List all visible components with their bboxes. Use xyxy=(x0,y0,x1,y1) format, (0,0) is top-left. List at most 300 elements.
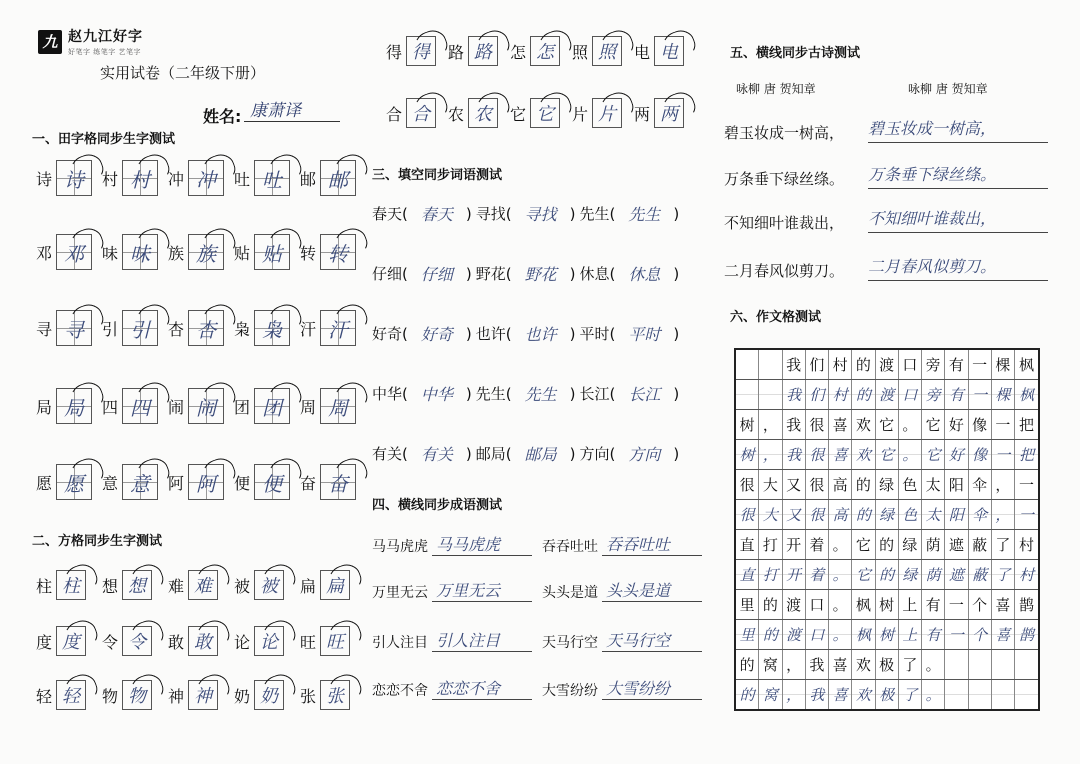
composition-cell: 枫 xyxy=(1019,356,1035,374)
handwritten-char: 周 xyxy=(328,395,348,420)
word-answer[interactable]: 有关 xyxy=(420,445,453,464)
paren-open: ( xyxy=(505,324,512,343)
word-item xyxy=(579,322,679,345)
model-char: 论 xyxy=(233,632,250,652)
square-grid-box[interactable] xyxy=(254,570,284,600)
square-grid-box[interactable] xyxy=(122,680,152,710)
handwritten-char: 奋 xyxy=(328,471,348,496)
idiom-item xyxy=(372,532,542,556)
composition-cell: 它 xyxy=(922,410,945,439)
brand-logo xyxy=(38,26,143,57)
composition-cell: 像 xyxy=(969,410,992,439)
tian-grid-box[interactable] xyxy=(654,98,684,128)
composition-cell[interactable]: 把 xyxy=(1019,446,1035,464)
composition-cell[interactable]: 村 xyxy=(829,380,852,409)
composition-cell[interactable]: 有 xyxy=(945,380,968,409)
composition-cell xyxy=(759,350,782,379)
model-char: 愿 xyxy=(35,473,52,493)
composition-cell: ， xyxy=(992,470,1015,499)
composition-cell[interactable]: 又 xyxy=(783,500,806,529)
section-title-idiom: 四、横线同步成语测试 xyxy=(372,498,503,513)
square-grid-item xyxy=(230,680,284,710)
composition-cell[interactable]: 一 xyxy=(1019,506,1035,524)
composition-cell[interactable]: 直 xyxy=(736,560,759,589)
composition-cell xyxy=(1015,650,1038,679)
composition-cell[interactable]: 上 xyxy=(899,620,922,649)
model-char: 轻 xyxy=(35,686,52,706)
tian-grid-item xyxy=(506,98,560,128)
tian-grid-item xyxy=(296,234,356,270)
section-title-tian-grid: 一、田字格同步生字测试 xyxy=(32,132,176,147)
composition-cell[interactable]: ， xyxy=(992,500,1015,529)
composition-cell[interactable]: 我 xyxy=(806,680,829,709)
model-char: 枭 xyxy=(233,319,250,339)
composition-cell[interactable]: 绿 xyxy=(876,500,899,529)
word-item xyxy=(579,382,679,405)
composition-cell: 一 xyxy=(969,350,992,379)
composition-cell[interactable]: 太 xyxy=(922,500,945,529)
tian-grid-box[interactable] xyxy=(56,160,92,196)
word-row xyxy=(372,202,683,225)
composition-cell[interactable]: 蔽 xyxy=(969,560,992,589)
model-char: 杏 xyxy=(167,319,184,339)
square-grid-box[interactable] xyxy=(122,626,152,656)
tian-grid-box[interactable] xyxy=(254,234,290,270)
square-grid-box[interactable] xyxy=(56,626,86,656)
composition-cell[interactable]: 。 xyxy=(829,620,852,649)
tian-grid-item xyxy=(568,36,622,66)
tian-grid-box[interactable] xyxy=(122,310,158,346)
composition-cell: 。 xyxy=(899,410,922,439)
composition-row xyxy=(736,590,1038,620)
composition-row xyxy=(736,530,1038,560)
composition-cell xyxy=(969,650,992,679)
handwritten-char: 汗 xyxy=(328,317,348,342)
composition-cell[interactable]: 的 xyxy=(736,680,759,709)
composition-cell: 的 xyxy=(736,650,759,679)
composition-cell[interactable]: 一 xyxy=(969,380,992,409)
tian-grid-box[interactable] xyxy=(320,464,356,500)
handwritten-char: 电 xyxy=(660,42,678,63)
word-answer[interactable]: 仔细 xyxy=(420,265,453,284)
square-grid-box[interactable] xyxy=(56,680,86,710)
composition-row xyxy=(736,650,1038,680)
composition-cell: 很 xyxy=(806,470,829,499)
composition-cell[interactable]: 村 xyxy=(1019,566,1035,584)
tian-grid-box[interactable] xyxy=(56,464,92,500)
composition-cell[interactable]: 一 xyxy=(945,620,968,649)
paren-open: ( xyxy=(402,204,408,223)
word-answer[interactable]: 长江 xyxy=(628,385,661,404)
composition-cell: 枫 xyxy=(852,590,875,619)
composition-cell[interactable]: 枫 xyxy=(852,620,875,649)
composition-cell[interactable]: 荫 xyxy=(922,560,945,589)
composition-cell[interactable]: 着 xyxy=(806,560,829,589)
word-text: 方向 xyxy=(579,445,610,463)
composition-cell[interactable]: 棵 xyxy=(992,380,1015,409)
composition-cell[interactable]: 它 xyxy=(922,440,945,469)
handwritten-char: 味 xyxy=(130,241,150,266)
handwritten-char: 被 xyxy=(260,576,278,597)
tian-grid-box[interactable] xyxy=(56,388,92,424)
handwritten-char: 转 xyxy=(328,241,348,266)
composition-cell[interactable]: 树 xyxy=(876,620,899,649)
composition-row xyxy=(736,560,1038,590)
square-grid-box[interactable] xyxy=(254,626,284,656)
word-answer[interactable]: 先生 xyxy=(524,385,557,404)
tian-grid-row xyxy=(32,388,362,424)
tian-grid-box[interactable] xyxy=(592,98,622,128)
paren-open: ( xyxy=(402,264,408,283)
tian-grid-box[interactable] xyxy=(122,464,158,500)
composition-cell[interactable]: 阳 xyxy=(945,500,968,529)
section-title-poem: 五、横线同步古诗测试 xyxy=(730,46,861,61)
word-answer[interactable]: 春天 xyxy=(420,205,453,224)
composition-cell[interactable]: 口 xyxy=(899,380,922,409)
composition-cell[interactable] xyxy=(992,680,1015,709)
idiom-item xyxy=(542,532,712,556)
square-grid-item xyxy=(230,626,284,656)
poem-answer-line[interactable]: 碧玉妆成一树高， xyxy=(868,116,1048,143)
poem-row xyxy=(724,206,1048,233)
composition-cell[interactable]: 旁 xyxy=(922,380,945,409)
poem-answer-line[interactable]: 二月春风似剪刀。 xyxy=(868,254,1048,281)
tian-grid-box[interactable] xyxy=(254,464,290,500)
paren-close: ) xyxy=(465,264,472,283)
paren-close: ) xyxy=(569,384,576,403)
square-grid-box[interactable] xyxy=(56,570,86,600)
composition-cell[interactable] xyxy=(969,680,992,709)
composition-cell[interactable]: 有 xyxy=(922,620,945,649)
tian-grid-box[interactable] xyxy=(254,388,290,424)
composition-cell[interactable]: 喜 xyxy=(992,620,1015,649)
composition-cell[interactable]: 好 xyxy=(945,440,968,469)
square-grid-box[interactable] xyxy=(188,570,218,600)
poem-answer-line[interactable]: 万条垂下绿丝绦。 xyxy=(868,162,1048,189)
composition-cell[interactable]: 们 xyxy=(806,380,829,409)
model-char: 被 xyxy=(233,576,250,596)
composition-cell[interactable] xyxy=(1015,680,1038,709)
composition-cell[interactable]: 。 xyxy=(899,440,922,469)
composition-cell[interactable]: 它 xyxy=(876,440,899,469)
word-answer[interactable]: 邮局 xyxy=(524,445,557,464)
handwritten-char: 照 xyxy=(598,42,616,63)
tian-grid-box[interactable] xyxy=(320,310,356,346)
paren-close: ) xyxy=(569,324,576,343)
idiom-answer-line[interactable]: 吞吞吐吐 xyxy=(602,532,702,556)
composition-cell[interactable]: 。 xyxy=(829,560,852,589)
poem-heading-right: 咏柳 唐 贺知章 xyxy=(908,82,988,96)
tian-grid-box[interactable] xyxy=(468,98,498,128)
composition-cell: ， xyxy=(783,650,806,679)
square-grid-item xyxy=(32,570,86,600)
tian-grid-box[interactable] xyxy=(320,234,356,270)
paren-close: ) xyxy=(569,204,576,223)
tian-grid-box[interactable] xyxy=(122,388,158,424)
tian-grid-box[interactable] xyxy=(122,160,158,196)
composition-cell[interactable]: 喜 xyxy=(829,680,852,709)
tian-grid-box[interactable] xyxy=(530,98,560,128)
model-char: 路 xyxy=(447,42,464,62)
composition-cell: 打 xyxy=(759,530,782,559)
tian-grid-box[interactable] xyxy=(254,160,290,196)
word-text: 邮局 xyxy=(475,445,506,463)
tian-grid-box[interactable] xyxy=(320,160,356,196)
model-char: 它 xyxy=(509,104,526,124)
composition-cell: 太 xyxy=(922,470,945,499)
tian-grid-item xyxy=(98,464,158,500)
tian-grid-box[interactable] xyxy=(406,98,436,128)
tian-grid-box[interactable] xyxy=(188,234,224,270)
composition-cell[interactable]: 我 xyxy=(783,440,806,469)
idiom-answer-line[interactable]: 大雪纷纷 xyxy=(602,676,702,700)
handwritten-char: 两 xyxy=(660,104,678,125)
composition-cell[interactable]: 色 xyxy=(899,500,922,529)
square-grid-box[interactable] xyxy=(320,680,350,710)
tian-grid-item xyxy=(164,464,224,500)
composition-cell: 口 xyxy=(899,350,922,379)
idiom-text: 恋恋不舍 xyxy=(372,683,428,699)
tian-grid-item xyxy=(32,388,92,424)
brand-mark-icon: 九 xyxy=(38,30,62,54)
tian-grid-box[interactable] xyxy=(654,36,684,66)
tian-grid-box[interactable] xyxy=(188,160,224,196)
poem-answer-line[interactable]: 不知细叶谁裁出， xyxy=(868,206,1048,233)
tian-grid-item xyxy=(568,98,622,128)
composition-cell: 阳 xyxy=(945,470,968,499)
tian-grid-box[interactable] xyxy=(592,36,622,66)
model-char: 汗 xyxy=(299,319,316,339)
composition-cell[interactable]: 欢 xyxy=(852,440,875,469)
composition-cell: 它 xyxy=(876,410,899,439)
idiom-answer-line[interactable]: 天马行空 xyxy=(602,628,702,652)
handwritten-char: 族 xyxy=(196,241,216,266)
word-answer[interactable]: 寻找 xyxy=(524,205,557,224)
handwritten-char: 路 xyxy=(474,42,492,63)
word-answer[interactable]: 平时 xyxy=(628,325,661,344)
composition-cell[interactable]: 里 xyxy=(736,620,759,649)
composition-cell[interactable]: 像 xyxy=(969,440,992,469)
square-grid-item xyxy=(98,626,152,656)
poem-line-text: 二月春风似剪刀。 xyxy=(724,262,845,280)
tian-grid-item xyxy=(382,98,436,128)
model-char: 寻 xyxy=(35,319,52,339)
composition-cell[interactable]: 我 xyxy=(783,380,806,409)
paren-close: ) xyxy=(673,204,680,223)
tian-grid-box[interactable] xyxy=(254,310,290,346)
handwritten-char: 愿 xyxy=(64,471,84,496)
composition-cell[interactable]: 的 xyxy=(852,380,875,409)
composition-cell[interactable]: 的 xyxy=(876,560,899,589)
idiom-text: 万里无云 xyxy=(372,585,428,601)
word-answer[interactable]: 先生 xyxy=(628,205,661,224)
tian-grid-box[interactable] xyxy=(320,388,356,424)
model-char: 柱 xyxy=(35,576,52,596)
tian-grid-item xyxy=(230,160,290,196)
tian-grid-box[interactable] xyxy=(122,234,158,270)
model-char: 两 xyxy=(633,104,650,124)
composition-cell[interactable]: 极 xyxy=(876,680,899,709)
tian-grid-row xyxy=(32,464,362,500)
name-field[interactable]: 康萧译 xyxy=(244,96,340,122)
composition-cell[interactable] xyxy=(759,380,782,409)
square-grid-item xyxy=(164,626,218,656)
model-char: 阿 xyxy=(167,473,184,493)
tian-grid-box[interactable] xyxy=(56,234,92,270)
composition-cell[interactable]: 个 xyxy=(969,620,992,649)
composition-cell[interactable]: 欢 xyxy=(852,680,875,709)
square-grid-box[interactable] xyxy=(320,626,350,656)
word-answer[interactable]: 也许 xyxy=(524,325,557,344)
model-char: 冲 xyxy=(167,169,184,189)
word-answer[interactable]: 好奇 xyxy=(420,325,453,344)
composition-cell: 色 xyxy=(899,470,922,499)
idiom-row xyxy=(372,532,712,556)
composition-cell: 了 xyxy=(992,530,1015,559)
idiom-item xyxy=(372,676,542,700)
composition-cell[interactable]: 它 xyxy=(852,560,875,589)
square-grid-box[interactable] xyxy=(254,680,284,710)
composition-cell[interactable]: 渡 xyxy=(783,620,806,649)
model-char: 便 xyxy=(233,473,250,493)
model-char: 物 xyxy=(101,686,118,706)
composition-cell: 遮 xyxy=(945,530,968,559)
idiom-item xyxy=(542,628,712,652)
tian-grid-box[interactable] xyxy=(468,36,498,66)
composition-row xyxy=(736,380,1038,410)
composition-cell[interactable]: 绿 xyxy=(899,560,922,589)
model-char: 奋 xyxy=(299,473,316,493)
idiom-answer-line[interactable]: 万里无云 xyxy=(432,578,532,602)
composition-cell[interactable]: 很 xyxy=(806,500,829,529)
idiom-answer-line[interactable]: 马马虎虎 xyxy=(432,532,532,556)
tian-grid-item xyxy=(230,464,290,500)
composition-cell[interactable]: ， xyxy=(783,680,806,709)
composition-cell: 荫 xyxy=(922,530,945,559)
idiom-item xyxy=(542,578,712,602)
square-grid-box[interactable] xyxy=(188,626,218,656)
word-answer[interactable]: 中华 xyxy=(420,385,453,404)
handwritten-char: 阿 xyxy=(196,471,216,496)
composition-cell: 口 xyxy=(806,590,829,619)
word-answer[interactable]: 野花 xyxy=(524,265,557,284)
tian-grid-item xyxy=(296,160,356,196)
model-char: 吐 xyxy=(233,169,250,189)
tian-grid-item xyxy=(382,36,436,66)
composition-cell[interactable]: 的 xyxy=(759,620,782,649)
tian-grid-box[interactable] xyxy=(188,388,224,424)
idiom-answer-line[interactable]: 恋恋不舍 xyxy=(432,676,532,700)
model-char: 令 xyxy=(101,632,118,652)
composition-cell[interactable]: 树 xyxy=(736,440,759,469)
composition-cell: 喜 xyxy=(829,410,852,439)
tian-grid-box[interactable] xyxy=(188,310,224,346)
model-char: 引 xyxy=(101,319,118,339)
idiom-text: 马马虎虎 xyxy=(372,539,428,555)
model-char: 扁 xyxy=(299,576,316,596)
tian-grid-item xyxy=(32,464,92,500)
word-item xyxy=(372,202,472,225)
word-row xyxy=(372,382,683,405)
tian-grid-box[interactable] xyxy=(406,36,436,66)
paper-title: 实用试卷（二年级下册） xyxy=(100,64,266,82)
square-grid-item xyxy=(98,570,152,600)
tian-grid-box[interactable] xyxy=(188,464,224,500)
composition-cell: 了 xyxy=(899,650,922,679)
composition-cell[interactable]: 窝 xyxy=(759,680,782,709)
handwritten-char: 合 xyxy=(412,104,430,125)
composition-cell[interactable]: 的 xyxy=(852,500,875,529)
word-text: 先生 xyxy=(579,205,610,223)
composition-cell[interactable]: 大 xyxy=(759,500,782,529)
composition-cell[interactable]: 喜 xyxy=(829,440,852,469)
word-text: 寻找 xyxy=(475,205,506,223)
tian-grid-item xyxy=(98,310,158,346)
composition-cell[interactable]: 遮 xyxy=(945,560,968,589)
tian-grid-box[interactable] xyxy=(56,310,92,346)
model-char: 村 xyxy=(101,169,118,189)
handwritten-char: 片 xyxy=(598,104,616,125)
composition-cell[interactable]: 很 xyxy=(806,440,829,469)
composition-cell[interactable]: 了 xyxy=(899,680,922,709)
composition-cell xyxy=(992,650,1015,679)
composition-cell[interactable]: 鹊 xyxy=(1019,626,1035,644)
composition-cell: 我 xyxy=(783,410,806,439)
composition-cell[interactable]: 口 xyxy=(806,620,829,649)
composition-cell: 棵 xyxy=(992,350,1015,379)
square-grid-row xyxy=(32,680,362,710)
composition-cell[interactable] xyxy=(945,680,968,709)
composition-cell[interactable]: 高 xyxy=(829,500,852,529)
composition-cell[interactable]: 开 xyxy=(783,560,806,589)
paren-close: ) xyxy=(465,444,472,463)
composition-cell[interactable]: 了 xyxy=(992,560,1015,589)
composition-cell: 喜 xyxy=(992,590,1015,619)
tian-grid-row xyxy=(32,234,362,270)
square-grid-item xyxy=(98,680,152,710)
model-char: 闹 xyxy=(167,397,184,417)
tian-grid-item xyxy=(98,388,158,424)
tian-grid-item xyxy=(230,310,290,346)
idiom-answer-line[interactable]: 头头是道 xyxy=(602,578,702,602)
composition-cell[interactable]: 渡 xyxy=(876,380,899,409)
composition-cell[interactable]: 一 xyxy=(992,440,1015,469)
square-grid-box[interactable] xyxy=(320,570,350,600)
idiom-answer-line[interactable]: 引人注目 xyxy=(432,628,532,652)
square-grid-box[interactable] xyxy=(188,680,218,710)
composition-cell[interactable]: 打 xyxy=(759,560,782,589)
tian-grid-box[interactable] xyxy=(530,36,560,66)
square-grid-box[interactable] xyxy=(122,570,152,600)
tian-grid-item xyxy=(296,388,356,424)
model-char: 周 xyxy=(299,397,316,417)
word-item xyxy=(372,322,472,345)
word-text: 野花 xyxy=(475,265,506,283)
composition-cell[interactable]: 很 xyxy=(736,500,759,529)
handwritten-char: 诗 xyxy=(64,167,84,192)
handwritten-char: 吐 xyxy=(262,167,282,192)
tian-grid-item xyxy=(164,234,224,270)
word-row xyxy=(372,442,683,465)
composition-cell[interactable]: 。 xyxy=(922,680,945,709)
composition-cell[interactable] xyxy=(736,380,759,409)
composition-cell[interactable]: ， xyxy=(759,440,782,469)
word-answer[interactable]: 方向 xyxy=(628,445,661,464)
word-answer[interactable]: 休息 xyxy=(628,265,661,284)
tian-grid-item xyxy=(444,36,498,66)
composition-cell[interactable]: 伞 xyxy=(969,500,992,529)
composition-cell[interactable]: 枫 xyxy=(1019,386,1035,404)
